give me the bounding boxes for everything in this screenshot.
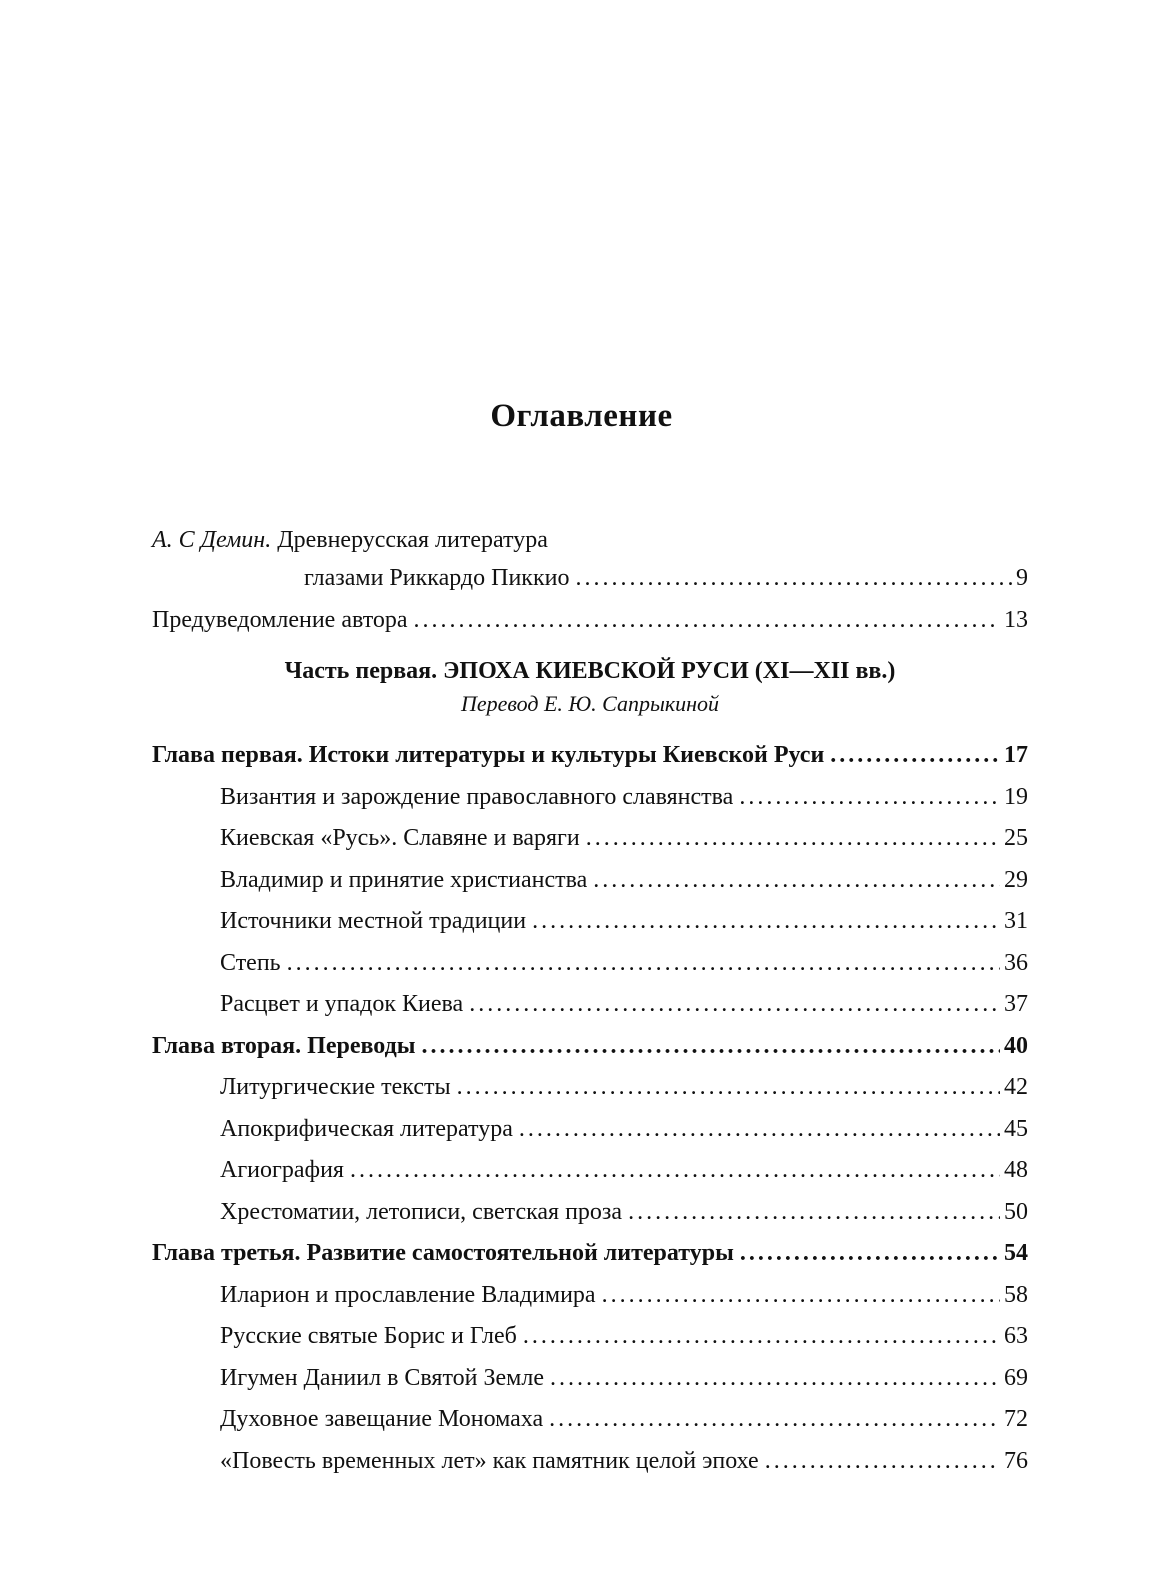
leader-dots	[457, 1067, 1000, 1109]
page-number: 31	[1004, 908, 1028, 934]
page-number: 29	[1004, 866, 1028, 893]
chapter-entry[interactable]	[152, 1233, 1028, 1275]
section-entry[interactable]	[152, 1109, 1028, 1151]
leader-dots	[469, 984, 1000, 1026]
leader-dots	[532, 901, 1000, 943]
section-label: Литургические тексты	[220, 1074, 451, 1100]
page-number: 58	[1004, 1281, 1028, 1308]
leader-dots	[740, 1233, 1000, 1275]
section-label: Игумен Даниил в Святой Земле	[220, 1364, 544, 1391]
section-entry[interactable]	[152, 860, 1028, 902]
table-of-contents	[152, 522, 1028, 1482]
page-number: 40	[1004, 1032, 1028, 1059]
section-entry[interactable]	[152, 984, 1028, 1026]
page-number: 9	[1016, 565, 1028, 591]
page-number: 54	[1004, 1240, 1028, 1266]
page-number: 37	[1004, 991, 1028, 1017]
page-number: 42	[1004, 1074, 1028, 1100]
leader-dots	[575, 558, 1012, 600]
leader-dots	[830, 735, 1000, 777]
chapter-entry[interactable]	[152, 1026, 1028, 1068]
section-label: «Повесть временных лет» как памятник целой эпохе	[220, 1447, 759, 1474]
entry-label: Предуведомление автора	[152, 606, 408, 633]
leader-dots	[739, 777, 1000, 819]
section-entry[interactable]	[152, 1275, 1028, 1317]
section-label: Агиография	[220, 1157, 344, 1183]
leader-dots	[287, 943, 1000, 985]
page-number: 50	[1004, 1198, 1028, 1225]
part-heading	[152, 655, 1028, 721]
section-entry[interactable]	[152, 943, 1028, 985]
preface-entry[interactable]	[152, 600, 1028, 642]
leader-dots	[550, 1358, 1000, 1400]
leader-dots	[421, 1026, 1000, 1068]
section-label: Апокрифическая литература	[220, 1115, 513, 1142]
page-number: 63	[1004, 1323, 1028, 1349]
chapter-label: Глава вторая. Переводы	[152, 1032, 416, 1059]
page-number: 48	[1004, 1157, 1028, 1183]
page-number: 13	[1004, 606, 1028, 633]
part-title: Часть первая. ЭПОХА КИЕВСКОЙ РУСИ (XI—XII вв.)	[284, 658, 896, 684]
leader-dots	[765, 1441, 1000, 1483]
page-number: 76	[1004, 1447, 1028, 1474]
section-entry[interactable]	[152, 1067, 1028, 1109]
section-label: Киевская «Русь». Славяне и варяги	[220, 825, 580, 851]
leader-dots	[414, 600, 1000, 642]
part-translator: Перевод Е. Ю. Сапрыкиной	[460, 691, 720, 716]
leader-dots	[549, 1399, 1000, 1441]
section-label: Русские святые Борис и Глеб	[220, 1323, 517, 1349]
leader-dots	[628, 1192, 1000, 1234]
leader-dots	[593, 860, 1000, 902]
chapter-entry[interactable]	[152, 735, 1028, 777]
leader-dots	[602, 1275, 1000, 1317]
section-label: Духовное завещание Мономаха	[220, 1406, 544, 1432]
section-label: Степь	[220, 949, 281, 976]
intro-entry-line1	[152, 522, 1028, 558]
section-entry[interactable]	[152, 818, 1028, 860]
page-number: 17	[1004, 742, 1028, 768]
intro-entry[interactable]	[152, 558, 1028, 600]
section-entry[interactable]	[152, 1399, 1028, 1441]
section-entry[interactable]	[152, 1150, 1028, 1192]
section-label: Хрестоматии, летописи, светская проза	[220, 1198, 623, 1225]
section-label: Византия и зарождение православного славянства	[220, 783, 734, 810]
chapter-label: Глава первая. Истоки литературы и культуры Киевской Руси	[152, 742, 825, 768]
intro-author: А. С Демин.	[152, 527, 272, 553]
section-entry[interactable]	[152, 1192, 1028, 1234]
section-label: Источники местной традиции	[220, 908, 527, 934]
leader-dots	[523, 1316, 1000, 1358]
page-number: 36	[1004, 949, 1028, 976]
page-number: 45	[1004, 1115, 1028, 1142]
intro-title-line1: Древнерусская литература	[271, 527, 548, 553]
section-label: Иларион и прославление Владимира	[220, 1281, 596, 1308]
page-title: Оглавление	[490, 398, 673, 434]
page-number: 69	[1004, 1364, 1028, 1391]
section-entry[interactable]	[152, 1316, 1028, 1358]
section-entry[interactable]	[152, 777, 1028, 819]
section-entry[interactable]	[152, 1441, 1028, 1483]
chapter-label: Глава третья. Развитие самостоятельной литературы	[152, 1240, 734, 1266]
leader-dots	[350, 1150, 1000, 1192]
section-label: Расцвет и упадок Киева	[220, 991, 464, 1017]
intro-title-line2: глазами Риккардо Пиккио	[304, 565, 570, 591]
page-number: 25	[1004, 825, 1028, 851]
page-number: 72	[1004, 1406, 1028, 1432]
leader-dots	[519, 1109, 1000, 1151]
section-entry[interactable]	[152, 901, 1028, 943]
leader-dots	[586, 818, 1000, 860]
section-entry[interactable]	[152, 1358, 1028, 1400]
page-number: 19	[1004, 783, 1028, 810]
section-label: Владимир и принятие христианства	[220, 866, 588, 893]
